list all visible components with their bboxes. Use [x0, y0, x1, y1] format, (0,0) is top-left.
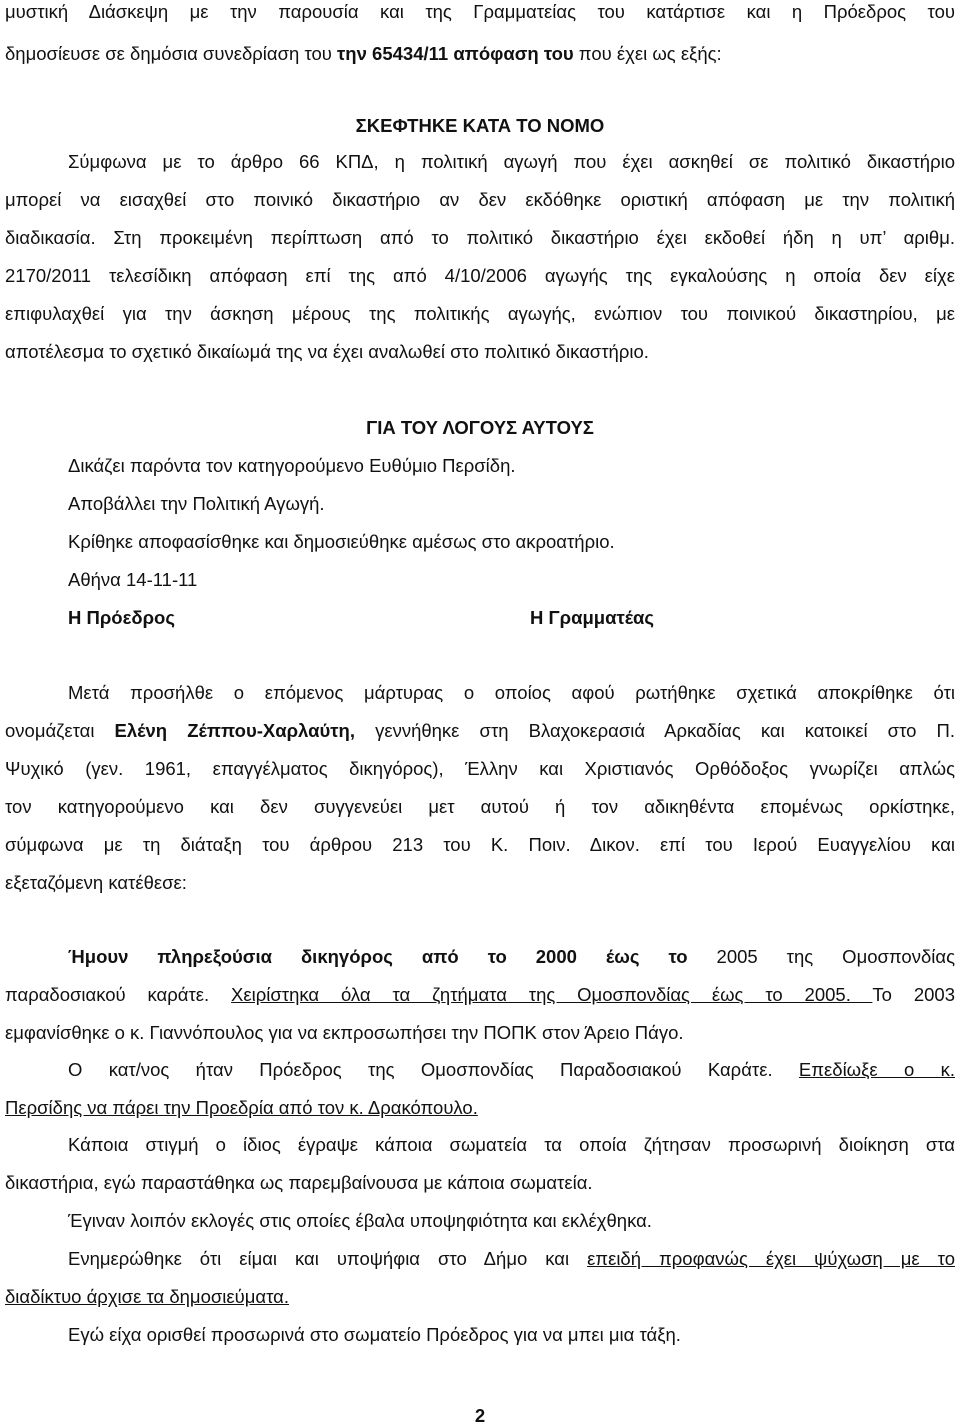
text-line: μυστική Διάσκεψη με την παρουσία και της Γραμματείας του κατάρτισε και η Πρόεδρος του — [5, 1, 955, 22]
section-heading — [0, 416, 960, 440]
text-line: Έγιναν λοιπόν εκλογές στις οποίες έβαλα υποψηφιότητα και εκλέχθηκα. — [68, 1210, 652, 1231]
text-line: Ψυχικό (γεν. 1961, επαγγέλματος δικηγόρος), Έλλην και Χριστιανός Ορθόδοξος γνωρίζει απλώς — [5, 758, 955, 779]
text-line: αποτέλεσμα το σχετικό δικαίωμά της να έχει αναλωθεί στο πολιτικό δικαστήριο. — [5, 341, 649, 362]
underlined-segment: επειδή προφανώς έχει ψύχωση με το — [587, 1248, 955, 1269]
text-line: εμφανίσθηκε ο κ. Γιαννόπουλος για να εκπροσωπήσει την ΠΟΠΚ στον Άρειο Πάγο. — [5, 1022, 684, 1043]
text-line — [5, 42, 955, 66]
text-line: διαδικασία. Στη προκειμένη περίπτωση από το πολιτικό δικαστήριο έχει εκδοθεί ήδη η υπ’ αριθμ. — [5, 227, 955, 248]
signature-line — [68, 606, 955, 630]
text-segment: Το 2003 — [872, 984, 955, 1005]
text-line: επιφυλαχθεί για την άσκηση μέρους της πολιτικής αγωγής, ενώπιον του ποινικού δικαστηρίου, με — [5, 303, 955, 324]
text-segment: Ενημερώθηκε ότι είμαι και υποψήφια στο Δήμο και — [68, 1248, 588, 1269]
underlined-segment: Επεδίωξε ο κ. — [798, 1059, 955, 1080]
underlined-segment: Περσίδης να πάρει την Προεδρία από τον κ. Δρακόπουλο. — [5, 1097, 478, 1118]
page-number — [0, 1404, 960, 1428]
text-line — [5, 1096, 955, 1120]
witness-name: Ελένη Ζέππου-Χαρλαύτη, — [114, 720, 355, 741]
text-line — [68, 1247, 955, 1271]
text-line: Αποβάλλει την Πολιτική Αγωγή. — [68, 493, 325, 514]
text-segment: ονομάζεται — [5, 720, 115, 741]
text-segment: 2005 της Ομοσπονδίας — [687, 946, 955, 967]
text-line: τον κατηγορούμενο και δεν συγγενεύει μετ αυτού ή τον αδικηθέντα επομένως ορκίστηκε, — [5, 796, 955, 817]
text-line: Αθήνα 14-11-11 — [68, 569, 198, 590]
page-number-text: 2 — [474, 1405, 486, 1426]
underlined-segment: Χειρίστηκα όλα τα ζητήματα της Ομοσπονδίας έως το 2005. — [231, 984, 873, 1005]
signature-president: Η Πρόεδρος — [68, 607, 175, 628]
text-line: Μετά προσήλθε ο επόμενος μάρτυρας ο οποίος αφού ρωτήθηκε σχετικά αποκρίθηκε ότι — [68, 682, 955, 703]
text-line: μπορεί να εισαχθεί στο ποινικό δικαστήριο αν δεν εκδόθηκε οριστική απόφαση με την πολιτική — [5, 189, 955, 210]
text-segment: γεννήθηκε στη Βλαχοκερασιά Αρκαδίας και κατοικεί στο Π. — [354, 720, 956, 741]
text-line — [5, 719, 955, 743]
section-heading — [0, 114, 960, 138]
signature-secretary: Η Γραμματέας — [530, 607, 655, 628]
text-line: Εγώ είχα ορισθεί προσωρινά στο σωματείο Πρόεδρος για να μπει μια τάξη. — [68, 1324, 681, 1345]
text-line: Δικάζει παρόντα τον κατηγορούμενο Ευθύμιο Περσίδη. — [68, 455, 516, 476]
text-line: Σύμφωνα με το άρθρο 66 ΚΠΔ, η πολιτική αγωγή που έχει ασκηθεί σε πολιτικό δικαστήριο — [68, 151, 955, 172]
heading-text: ΓΙΑ ΤΟΥ ΛΟΓΟΥΣ ΑΥΤΟΥΣ — [366, 417, 594, 438]
text-segment: που έχει ως εξής: — [573, 43, 722, 64]
heading-text: ΣΚΕΦΤΗΚΕ ΚΑΤΑ ΤΟ ΝΟΜΟ — [355, 115, 605, 136]
text-line: εξεταζόμενη κατέθεσε: — [5, 872, 187, 893]
text-segment: Ο κατ/νος ήταν Πρόεδρος της Ομοσπονδίας Παραδοσιακού Καράτε. — [68, 1059, 799, 1080]
bold-segment: Ήμουν πληρεξούσια δικηγόρος από το 2000 έως το — [68, 946, 688, 967]
text-line — [5, 1285, 955, 1309]
text-line — [68, 1058, 955, 1082]
underlined-segment: διαδίκτυο άρχισε τα δημοσιεύματα. — [5, 1286, 290, 1307]
text-line — [68, 945, 955, 969]
text-line: Κάποια στιγμή ο ίδιος έγραψε κάποια σωματεία τα οποία ζήτησαν προσωρινή διοίκηση στα — [68, 1134, 955, 1155]
text-line: 2170/2011 τελεσίδικη απόφαση επί της από 4/10/2006 αγωγής της εγκαλούσης η οποία δεν είχε — [5, 265, 955, 286]
text-line: Κρίθηκε αποφασίσθηκε και δημοσιεύθηκε αμέσως στο ακροατήριο. — [68, 531, 615, 552]
text-line: σύμφωνα με τη διάταξη του άρθρου 213 του Κ. Ποιν. Δικον. επί του Ιερού Ευαγγελίου και — [5, 834, 955, 855]
text-segment: παραδοσιακού καράτε. — [5, 984, 232, 1005]
text-segment: δημοσίευσε σε δημόσια συνεδρίαση του — [5, 43, 338, 64]
text-line — [5, 983, 955, 1007]
text-line: δικαστήρια, εγώ παραστάθηκα ως παρεμβαίνουσα με κάποια σωματεία. — [5, 1172, 593, 1193]
decision-reference: την 65434/11 απόφαση του — [337, 43, 574, 64]
